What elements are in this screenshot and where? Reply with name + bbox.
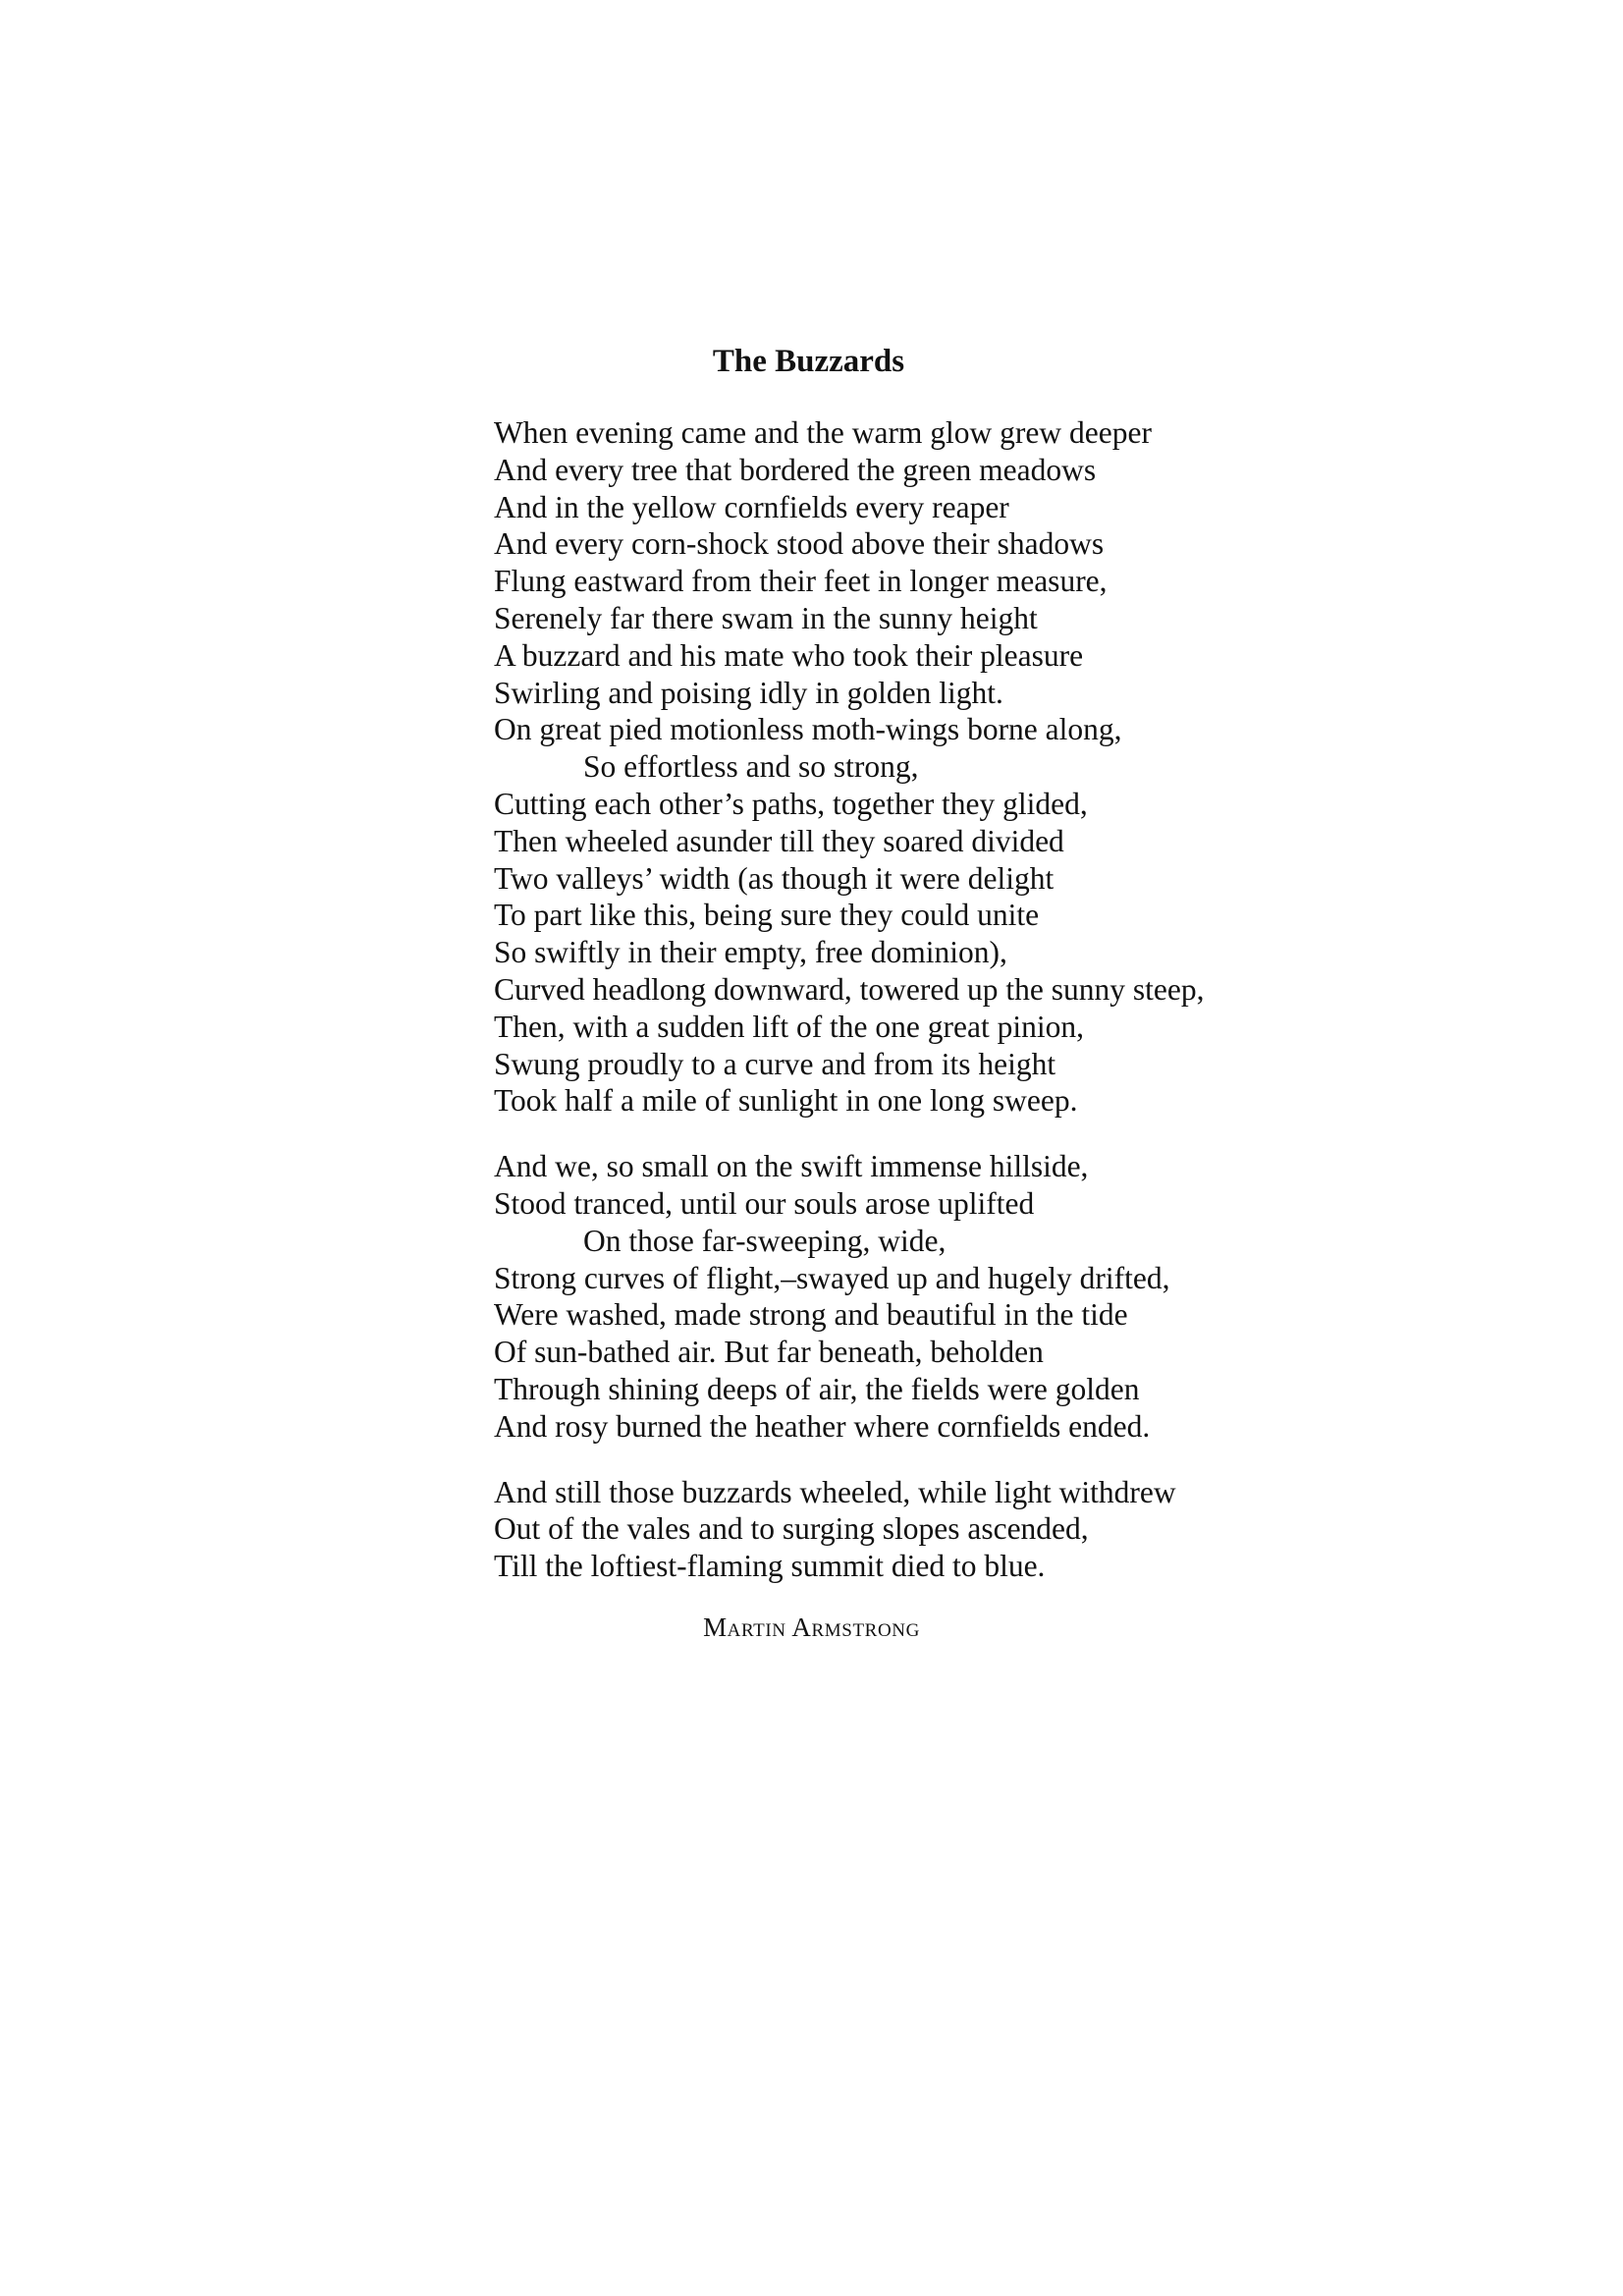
poem-line: Through shining deeps of air, the fields were golden (494, 1371, 1140, 1406)
poem-line: So effortless and so strong, (583, 749, 919, 785)
poem-line: When evening came and the warm glow grew deeper (494, 415, 1152, 450)
poem-title (0, 342, 1623, 381)
poem-line: And in the yellow cornfields every reaper (494, 489, 1009, 524)
poem-line: Took half a mile of sunlight in one long sweep. (494, 1083, 1078, 1119)
poem-body (494, 414, 1378, 1585)
stanza (494, 1148, 1378, 1445)
poem-title-text: The Buzzards (712, 344, 905, 379)
poem-line: Were washed, made strong and beautiful in the tide (494, 1297, 1128, 1333)
poem-line: On those far-sweeping, wide, (583, 1223, 947, 1258)
poem-line: Curved headlong downward, towered up the sunny steep, (494, 971, 1205, 1007)
poem-line: And every tree that bordered the green meadows (494, 452, 1097, 487)
poem-line: Two valleys’ width (as though it were delight (494, 860, 1055, 896)
poem-line: Cutting each other’s paths, together they glided, (494, 786, 1088, 821)
poem-line: And rosy burned the heather where cornfields ended. (494, 1408, 1151, 1444)
poem-line: And we, so small on the swift immense hillside, (494, 1149, 1089, 1184)
poem-line: Serenely far there swam in the sunny height (494, 600, 1038, 635)
poem-author-text: Martin Armstrong (703, 1613, 920, 1642)
poem-line: Of sun-bathed air. But far beneath, beholden (494, 1335, 1044, 1370)
poem-line: Then wheeled asunder till they soared divided (494, 823, 1064, 858)
poem-line: Then, with a sudden lift of the one great pinion, (494, 1009, 1084, 1044)
stanza (494, 414, 1378, 1120)
poem-author (0, 1613, 1623, 1643)
poem-line: Swung proudly to a curve and from its height (494, 1046, 1056, 1081)
poem-line: Stood tranced, until our souls arose uplifted (494, 1185, 1035, 1221)
stanza (494, 1474, 1378, 1585)
poem-line: And still those buzzards wheeled, while light withdrew (494, 1474, 1176, 1509)
poem-line: To part like this, being sure they could unite (494, 898, 1040, 933)
poem-line: Flung eastward from their feet in longer measure, (494, 564, 1108, 599)
poem-line: On great pied motionless moth-wings borne along, (494, 712, 1122, 747)
poem-line: Out of the vales and to surging slopes ascended, (494, 1511, 1089, 1547)
poem-line: A buzzard and his mate who took their pleasure (494, 637, 1084, 673)
poem-line: So swiftly in their empty, free dominion), (494, 935, 1007, 970)
poem-line: Till the loftiest-flaming summit died to blue. (494, 1549, 1046, 1584)
poem-line: And every corn-shock stood above their shadows (494, 526, 1105, 562)
poem-line: Strong curves of flight,–swayed up and hugely drifted, (494, 1260, 1170, 1295)
poem-line: Swirling and poising idly in golden light. (494, 675, 1003, 710)
